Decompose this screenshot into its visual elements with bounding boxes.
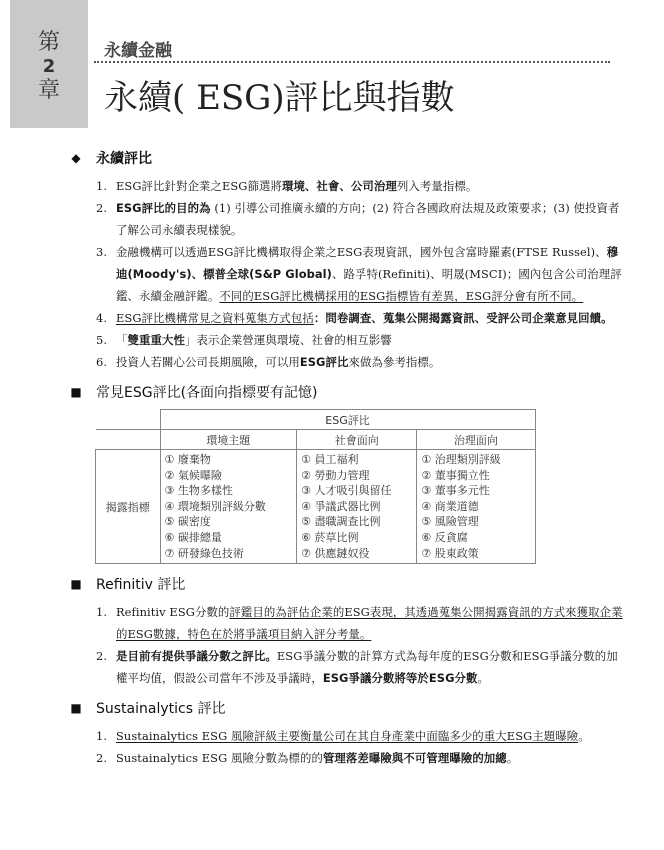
sustainalytics-list (66, 725, 626, 769)
section-heading-sustainalytics (66, 698, 626, 718)
diamond-bullet-icon: ◆ (71, 151, 81, 165)
refinitiv-list (66, 601, 626, 689)
chapter-char-top: 第 (37, 30, 60, 55)
column-header-governance: 治理面向 (417, 430, 535, 450)
section-title: Refinitiv 評比 (96, 577, 186, 594)
list-item: 5. 「雙重重大性」表示企業營運與環境、社會的相互影響 (96, 333, 392, 347)
list-item: 4. ESG評比機構常見之資料蒐集方式包括：問卷調查、蒐集公開揭露資訊、受評公司企業意見回饋。 (96, 311, 613, 325)
section-heading-refinitiv (66, 574, 626, 594)
list-item: 3. 金融機構可以透過ESG評比機構取得企業之ESG表現資訊，國外包含富時羅素(FTSE Russel)、穆迪(Moody's)、標普全球(S&P Global)、路孚特(Refiniti)、明晟(MSCI)；國內包含公司治理評鑑、永續金融評鑑。不同的ESG評比機構採用的ESG指標皆有差異，ESG評分會有所不同。 (96, 245, 622, 303)
page-title: 永續( ESG)評比與指數 (104, 78, 455, 118)
list-item: 1. Sustainalytics ESG 風險評級主要衡量公司在其自身產業中面臨多少的重大ESG主題曝險。 (96, 729, 590, 744)
column-header-social: 社會面向 (297, 430, 417, 450)
list-item: 1. ESG評比針對企業之ESG篩選將環境、社會、公司治理列入考量指標。 (96, 179, 478, 193)
table-header: ESG評比 (160, 410, 535, 430)
section-title: Sustainalytics 評比 (96, 701, 226, 718)
environment-indicators: ① 廢棄物 ② 氣候曝險 ③ 生物多樣性 ④ 環境類別評級分數 ⑤ 碳密度 ⑥ 碳排總量 ⑦ 研發綠色技術 (160, 450, 297, 564)
page-content (66, 148, 626, 769)
chapter-tab (10, 0, 88, 128)
square-bullet-icon: ■ (70, 577, 82, 592)
row-label-disclosure: 揭露指標 (96, 450, 161, 564)
square-bullet-icon: ■ (70, 385, 82, 399)
chapter-char-bottom: 章 (37, 78, 60, 103)
social-indicators: ① 員工福利 ② 勞動力管理 ③ 人才吸引與留任 ④ 爭議武器比例 ⑤ 盡職調查比例 ⑥ 菸草比例 ⑦ 供應鏈奴役 (297, 450, 417, 564)
sustainability-rating-list (66, 175, 626, 373)
esg-indicator-table (95, 409, 536, 564)
list-item: 2. 是目前有提供爭議分數之評比。ESG爭議分數的計算方式為每年度的ESG分數和ESG爭議分數的加權平均值，假設公司當年不涉及爭議時，ESG爭議分數將等於ESG分數。 (96, 649, 618, 686)
list-item: 1. Refinitiv ESG分數的評鑑目的為評估企業的ESG表現，其透過蒐集公開揭露資訊的方式來獲取企業的ESG數據，特色在於將爭議項目納入評分考量。 (96, 605, 623, 642)
chapter-number: 2 (42, 56, 56, 77)
header-divider (94, 61, 610, 63)
section-label: 永續金融 (104, 41, 172, 61)
list-item: 2. ESG評比的目的為 (1) 引導公司推廣永續的方向；(2) 符合各國政府法規及政策要求；(3) 使投資者了解公司永續表現樣貌。 (96, 201, 620, 237)
governance-indicators: ① 治理類別評級 ② 董事獨立性 ③ 董事多元性 ④ 商業道德 ⑤ 風險管理 ⑥ 反貪腐 ⑦ 股東政策 (417, 450, 535, 564)
section-title: 永續評比 (96, 151, 152, 167)
section-heading-sustainability-rating (66, 148, 626, 168)
section-title: 常見ESG評比(各面向指標要有記憶) (96, 385, 318, 401)
list-item: 2. Sustainalytics ESG 風險分數為標的的管理落差曝險與不可管理曝險的加總。 (96, 751, 519, 766)
list-item: 6. 投資人若關心公司長期風險，可以用ESG評比來做為參考指標。 (96, 355, 441, 369)
column-header-environment: 環境主題 (160, 430, 297, 450)
square-bullet-icon: ■ (70, 701, 82, 716)
section-heading-common-esg-ratings (66, 382, 626, 402)
